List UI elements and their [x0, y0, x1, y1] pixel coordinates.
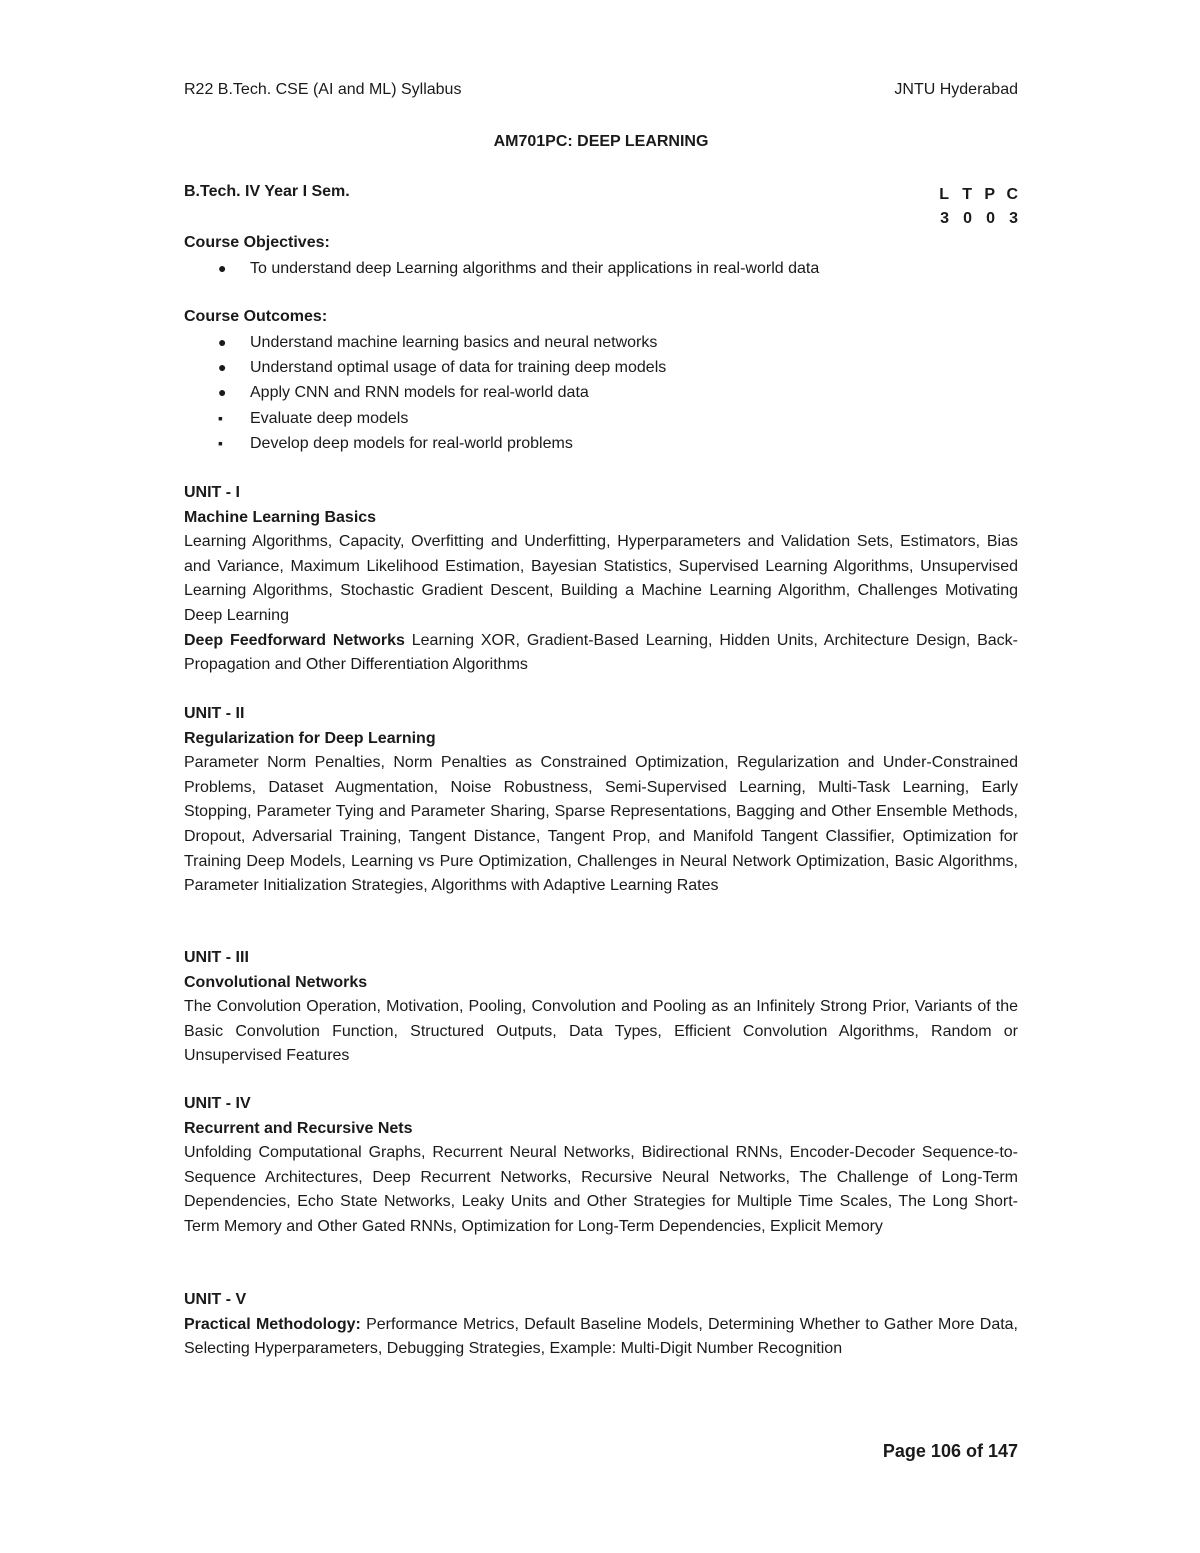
page-number: Page 106 of 147 [882, 1441, 1018, 1461]
course-objectives [184, 231, 1018, 281]
unit-5 [184, 1288, 1018, 1362]
list-item [184, 380, 1018, 405]
outcome-text: Understand machine learning basics and neural networks [250, 333, 658, 351]
syllabus-page [184, 0, 1018, 1553]
unit-content [184, 1313, 1018, 1362]
outcome-text: Apply CNN and RNN models for real-world data [250, 384, 589, 402]
outcomes-list [184, 330, 1018, 457]
bullet-icon: ● [218, 259, 227, 276]
ltpc-label-t: T [962, 186, 972, 203]
course-outcomes [184, 305, 1018, 457]
ltpc-value-l: 3 [940, 210, 949, 227]
header-program: R22 B.Tech. CSE (AI and ML) Syllabus [184, 81, 462, 98]
ltpc-label-p: P [984, 186, 995, 203]
unit-title: Regularization for Deep Learning [184, 729, 436, 747]
outcome-text: Develop deep models for real-world problems [250, 435, 573, 453]
bullet-icon: ▪ [218, 435, 223, 452]
bullet-icon: ● [218, 384, 227, 401]
objectives-list [184, 256, 1018, 281]
unit-label: UNIT - I [184, 484, 240, 501]
unit-label: UNIT - III [184, 949, 249, 966]
unit-4 [184, 1092, 1018, 1240]
list-item [184, 406, 1018, 431]
unit-3 [184, 946, 1018, 1069]
unit-label: UNIT - IV [184, 1095, 251, 1112]
unit-title: Recurrent and Recursive Nets [184, 1119, 413, 1137]
list-item [184, 256, 1018, 281]
ltpc-value-p: 0 [986, 210, 995, 227]
bullet-icon: ▪ [218, 409, 223, 426]
unit-subsection [184, 629, 1018, 678]
unit-content: The Convolution Operation, Motivation, Pooling, Convolution and Pooling as an Infinitely Strong Prior, Variants of the Basic Convolution Function, Structured Outputs, Data Types, Efficient Convolution Algorithms, Random or Unsupervised Features [184, 998, 1018, 1065]
ltpc-values-row [926, 207, 1018, 231]
unit-2 [184, 702, 1018, 899]
ltpc-label-c: C [1006, 186, 1018, 203]
objectives-heading: Course Objectives: [184, 234, 330, 251]
ltpc-labels-row [926, 183, 1018, 207]
ltpc-value-t: 0 [963, 210, 972, 227]
unit-1 [184, 481, 1018, 678]
bullet-icon: ● [218, 333, 227, 350]
list-item [184, 431, 1018, 456]
unit-content: Unfolding Computational Graphs, Recurrent Neural Networks, Bidirectional RNNs, Encoder-Decoder Sequence-to-Sequence Architectures, Deep Recurrent Networks, Recursive Neural Networks, The Challenge of Long-Term Dependencies, Echo State Networks, Leaky Units and Other Strategies for Multiple Time Scales, The Long Short-Term Memory and Other Gated RNNs, Optimization for Long-Term Dependencies, Explicit Memory [184, 1144, 1018, 1235]
list-item [184, 330, 1018, 355]
unit-content: Learning Algorithms, Capacity, Overfitting and Underfitting, Hyperparameters and Validation Sets, Estimators, Bias and Variance, Maximum Likelihood Estimation, Bayesian Statistics, Supervised Learning Algorithms, Unsupervised Learning Algorithms, Stochastic Gradient Descent, Building a Machine Learning Algorithm, Challenges Motivating Deep Learning [184, 533, 1018, 624]
ltpc-table [926, 183, 1018, 231]
unit-title: Practical Methodology: [184, 1315, 361, 1333]
semester-label: B.Tech. IV Year I Sem. [184, 183, 350, 200]
unit-text: Performance Metrics, Default Baseline Models, Determining Whether to Gather More Data, Selecting Hyperparameters, Debugging Strategies, Example: Multi-Digit Number Recognition [184, 1315, 1019, 1358]
ltpc-label-l: L [939, 186, 949, 203]
outcome-text: Understand optimal usage of data for training deep models [250, 358, 667, 376]
course-title: AM701PC: DEEP LEARNING [493, 133, 709, 150]
unit-content: Parameter Norm Penalties, Norm Penalties as Constrained Optimization, Regularization and Under-Constrained Problems, Dataset Augmentation, Noise Robustness, Semi-Supervised Learning, Multi-Task Learning, Early Stopping, Parameter Tying and Parameter Sharing, Sparse Representations, Bagging and Other Ensemble Methods, Dropout, Adversarial Training, Tangent Distance, Tangent Prop, and Manifold Tangent Classifier, Optimization for Training Deep Models, Learning vs Pure Optimization, Challenges in Neural Network Optimization, Basic Algorithms, Parameter Initialization Strategies, Algorithms with Adaptive Learning Rates [184, 754, 1018, 895]
unit-label: UNIT - V [184, 1291, 247, 1308]
ltpc-value-c: 3 [1009, 210, 1018, 227]
objective-text: To understand deep Learning algorithms and their applications in real-world data [250, 259, 820, 277]
header-university: JNTU Hyderabad [894, 81, 1018, 98]
outcomes-heading: Course Outcomes: [184, 308, 328, 325]
unit-subsection-text: Learning XOR, Gradient-Based Learning, Hidden Units, Architecture Design, Back-Propagation and Other Differentiation Algorithms [184, 631, 1019, 674]
unit-subsection-title: Deep Feedforward Networks [184, 631, 405, 649]
unit-label: UNIT - II [184, 705, 245, 722]
list-item [184, 355, 1018, 380]
unit-title: Convolutional Networks [184, 973, 368, 991]
page-header [184, 81, 1018, 103]
bullet-icon: ● [218, 358, 227, 375]
outcome-text: Evaluate deep models [250, 409, 409, 427]
unit-title: Machine Learning Basics [184, 508, 377, 526]
